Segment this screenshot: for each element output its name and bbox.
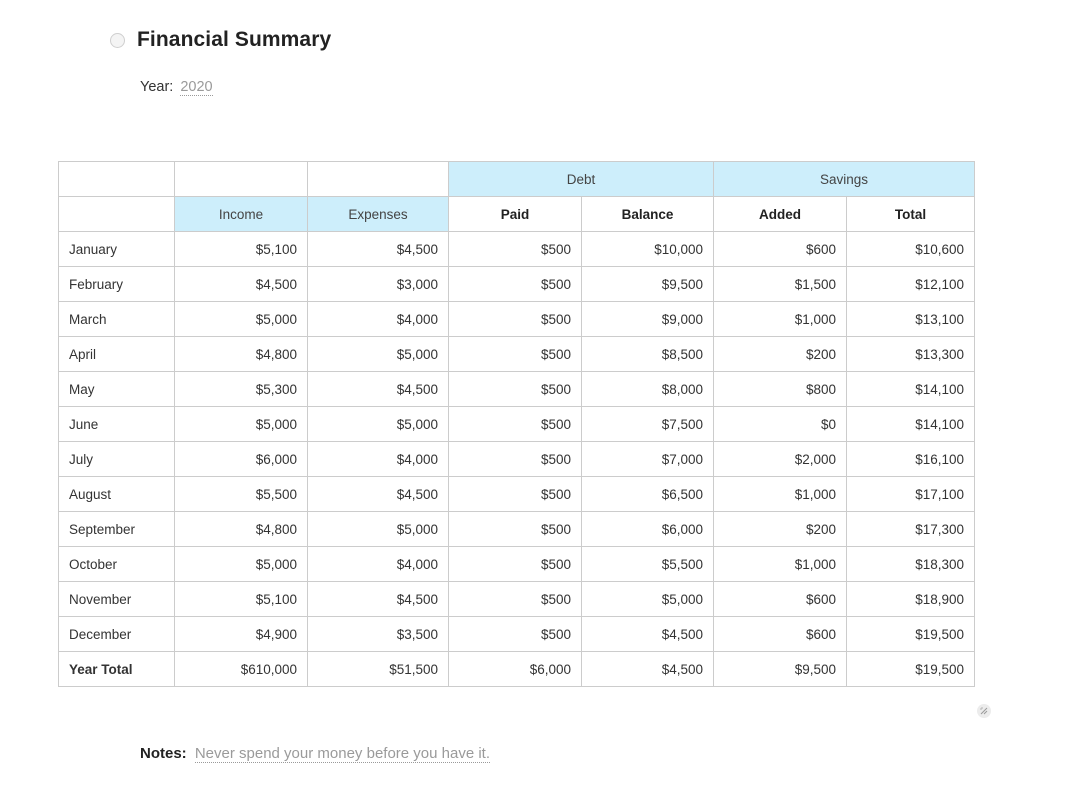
table-row	[59, 337, 975, 372]
paid-cell[interactable]: $500	[449, 547, 582, 582]
added-header[interactable]: Added	[714, 197, 847, 232]
income-cell[interactable]: $5,500	[175, 477, 308, 512]
total-cell[interactable]: $12,100	[847, 267, 975, 302]
income-cell[interactable]: $6,000	[175, 442, 308, 477]
paid-cell[interactable]: $500	[449, 617, 582, 652]
year-total-paid[interactable]: $6,000	[449, 652, 582, 687]
balance-cell[interactable]: $10,000	[582, 232, 714, 267]
year-total-total[interactable]: $19,500	[847, 652, 975, 687]
added-cell[interactable]: $200	[714, 337, 847, 372]
balance-cell[interactable]: $5,000	[582, 582, 714, 617]
balance-cell[interactable]: $5,500	[582, 547, 714, 582]
income-cell[interactable]: $4,900	[175, 617, 308, 652]
paid-cell[interactable]: $500	[449, 442, 582, 477]
income-cell[interactable]: $5,100	[175, 582, 308, 617]
year-input[interactable]: 2020	[180, 79, 213, 95]
total-cell[interactable]: $10,600	[847, 232, 975, 267]
month-cell[interactable]: December	[59, 617, 175, 652]
income-cell[interactable]: $4,500	[175, 267, 308, 302]
table-row	[59, 267, 975, 302]
expenses-cell[interactable]: $4,500	[308, 372, 449, 407]
notes-label: Notes:	[140, 745, 187, 762]
year-total-balance[interactable]: $4,500	[582, 652, 714, 687]
paid-cell[interactable]: $500	[449, 407, 582, 442]
table-row	[59, 512, 975, 547]
income-cell[interactable]: $5,300	[175, 372, 308, 407]
paid-header[interactable]: Paid	[449, 197, 582, 232]
table-row	[59, 617, 975, 652]
added-cell[interactable]: $600	[714, 232, 847, 267]
total-cell[interactable]: $18,900	[847, 582, 975, 617]
savings-group-header[interactable]: Savings	[714, 162, 975, 197]
total-header[interactable]: Total	[847, 197, 975, 232]
empty-header-cell[interactable]	[175, 162, 308, 197]
balance-cell[interactable]: $6,500	[582, 477, 714, 512]
balance-cell[interactable]: $9,000	[582, 302, 714, 337]
total-cell[interactable]: $13,300	[847, 337, 975, 372]
balance-cell[interactable]: $6,000	[582, 512, 714, 547]
total-cell[interactable]: $17,300	[847, 512, 975, 547]
balance-cell[interactable]: $4,500	[582, 617, 714, 652]
balance-cell[interactable]: $7,500	[582, 407, 714, 442]
income-cell[interactable]: $5,000	[175, 302, 308, 337]
total-cell[interactable]: $18,300	[847, 547, 975, 582]
expenses-cell[interactable]: $4,500	[308, 232, 449, 267]
paid-cell[interactable]: $500	[449, 477, 582, 512]
paid-cell[interactable]: $500	[449, 302, 582, 337]
debt-group-header[interactable]: Debt	[449, 162, 714, 197]
month-cell[interactable]: August	[59, 477, 175, 512]
year-label: Year:	[140, 79, 174, 95]
paid-cell[interactable]: $500	[449, 267, 582, 302]
balance-cell[interactable]: $9,500	[582, 267, 714, 302]
month-cell[interactable]: January	[59, 232, 175, 267]
month-cell[interactable]: October	[59, 547, 175, 582]
total-cell[interactable]: $19,500	[847, 617, 975, 652]
expenses-header[interactable]: Expenses	[308, 197, 449, 232]
year-total-income[interactable]: $610,000	[175, 652, 308, 687]
expenses-cell[interactable]: $4,000	[308, 547, 449, 582]
month-cell[interactable]: April	[59, 337, 175, 372]
notes-field	[140, 745, 490, 762]
paid-cell[interactable]: $500	[449, 582, 582, 617]
table-row	[59, 232, 975, 267]
total-cell[interactable]: $14,100	[847, 407, 975, 442]
table-row	[59, 582, 975, 617]
table-row	[59, 302, 975, 337]
paid-cell[interactable]: $500	[449, 232, 582, 267]
year-total-added[interactable]: $9,500	[714, 652, 847, 687]
empty-header-cell[interactable]	[59, 197, 175, 232]
expenses-cell[interactable]: $3,000	[308, 267, 449, 302]
expenses-cell[interactable]: $4,000	[308, 302, 449, 337]
paid-cell[interactable]: $500	[449, 372, 582, 407]
month-cell[interactable]: September	[59, 512, 175, 547]
balance-cell[interactable]: $8,000	[582, 372, 714, 407]
added-cell[interactable]: $800	[714, 372, 847, 407]
year-total-row	[59, 652, 975, 687]
balance-header[interactable]: Balance	[582, 197, 714, 232]
expenses-cell[interactable]: $5,000	[308, 337, 449, 372]
column-header-row	[59, 197, 975, 232]
income-cell[interactable]: $5,000	[175, 547, 308, 582]
financial-table	[58, 161, 975, 687]
table-row	[59, 442, 975, 477]
added-cell[interactable]: $1,000	[714, 547, 847, 582]
total-cell[interactable]: $14,100	[847, 372, 975, 407]
income-cell[interactable]: $4,800	[175, 512, 308, 547]
added-cell[interactable]: $200	[714, 512, 847, 547]
notes-input[interactable]: Never spend your money before you have it.	[194, 745, 491, 762]
income-cell[interactable]: $4,800	[175, 337, 308, 372]
income-cell[interactable]: $5,100	[175, 232, 308, 267]
month-cell[interactable]: June	[59, 407, 175, 442]
group-header-row	[59, 162, 975, 197]
expenses-cell[interactable]: $3,500	[308, 617, 449, 652]
balance-cell[interactable]: $8,500	[582, 337, 714, 372]
added-cell[interactable]: $600	[714, 582, 847, 617]
month-cell[interactable]: February	[59, 267, 175, 302]
empty-header-cell[interactable]	[308, 162, 449, 197]
income-header[interactable]: Income	[175, 197, 308, 232]
page-title: Financial Summary	[137, 28, 332, 51]
expenses-cell[interactable]: $5,000	[308, 407, 449, 442]
table-row	[59, 407, 975, 442]
added-cell[interactable]: $1,000	[714, 302, 847, 337]
added-cell[interactable]: $2,000	[714, 442, 847, 477]
year-field	[140, 79, 213, 95]
expenses-cell[interactable]: $4,500	[308, 477, 449, 512]
title-row	[110, 28, 331, 52]
year-total-expenses[interactable]: $51,500	[308, 652, 449, 687]
table-row	[59, 547, 975, 582]
total-cell[interactable]: $17,100	[847, 477, 975, 512]
balance-cell[interactable]: $7,000	[582, 442, 714, 477]
expenses-cell[interactable]: $4,500	[308, 582, 449, 617]
month-cell[interactable]: November	[59, 582, 175, 617]
added-cell[interactable]: $0	[714, 407, 847, 442]
total-cell[interactable]: $16,100	[847, 442, 975, 477]
resize-corner-icon[interactable]	[977, 704, 991, 718]
month-cell[interactable]: May	[59, 372, 175, 407]
added-cell[interactable]: $1,000	[714, 477, 847, 512]
empty-header-cell[interactable]	[59, 162, 175, 197]
month-cell[interactable]: March	[59, 302, 175, 337]
expenses-cell[interactable]: $5,000	[308, 512, 449, 547]
month-cell[interactable]: July	[59, 442, 175, 477]
added-cell[interactable]: $600	[714, 617, 847, 652]
total-cell[interactable]: $13,100	[847, 302, 975, 337]
table-row	[59, 477, 975, 512]
year-total-label[interactable]: Year Total	[59, 652, 175, 687]
added-cell[interactable]: $1,500	[714, 267, 847, 302]
table-body	[59, 232, 975, 652]
expenses-cell[interactable]: $4,000	[308, 442, 449, 477]
paid-cell[interactable]: $500	[449, 337, 582, 372]
radio-circle-icon[interactable]	[110, 33, 125, 48]
table-row	[59, 372, 975, 407]
paid-cell[interactable]: $500	[449, 512, 582, 547]
income-cell[interactable]: $5,000	[175, 407, 308, 442]
